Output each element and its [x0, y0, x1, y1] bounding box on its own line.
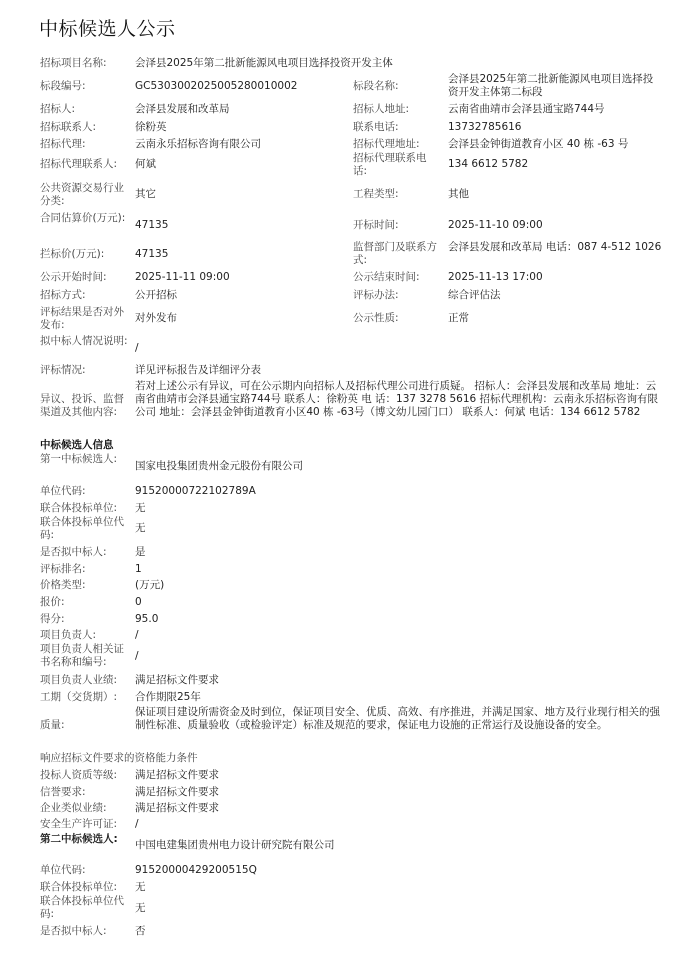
candidate1-is-winner-label: 是否拟中标人: — [40, 546, 107, 558]
candidate1-quality-label: 质量: — [40, 719, 65, 731]
industry-value: 其它 — [135, 188, 156, 200]
result-publish-label: 评标结果是否对外发布: — [40, 306, 124, 331]
evaluation-label: 评标情况: — [40, 364, 86, 376]
agency-phone-value: 134 6612 5782 — [448, 158, 529, 170]
section-code-value: GC5303002025005280010002 — [135, 80, 298, 92]
candidate2-code-value: 91520000429200515Q — [135, 864, 257, 876]
candidate2-consortium-code-value: 无 — [135, 902, 146, 914]
candidate1-bid-label: 报价: — [40, 596, 65, 608]
eval-method-value: 综合评估法 — [448, 289, 501, 301]
candidate1-rank-value: 1 — [135, 563, 142, 575]
candidate2-name-label: 第二中标候选人: — [40, 833, 118, 845]
contract-estimate-value: 47135 — [135, 219, 169, 231]
agency-address-label: 招标代理地址: — [353, 138, 420, 150]
candidate1-bid-value: 0 — [135, 596, 142, 608]
candidates-section-title: 中标候选人信息 — [40, 439, 114, 451]
candidate1-code-value: 91520000722102789A — [135, 485, 256, 497]
candidate1-similar-perf-value: 满足招标文件要求 — [135, 802, 219, 814]
publicity-start-value: 2025-11-11 09:00 — [135, 271, 230, 283]
winner-note-label: 拟中标人情况说明: — [40, 335, 128, 347]
tenderer-label: 招标人: — [40, 103, 76, 115]
ceiling-price-label: 拦标价(万元): — [40, 248, 105, 260]
candidate1-name-label: 第一中标候选人: — [40, 453, 118, 465]
publicity-nature-label: 公示性质: — [353, 312, 399, 324]
evaluation-value: 详见评标报告及详细评分表 — [135, 364, 261, 376]
candidate1-price-type-label: 价格类型: — [40, 579, 86, 591]
page-title: 中标候选人公示 — [39, 18, 176, 40]
candidate1-score-value: 95.0 — [135, 613, 159, 625]
tenderer-value: 会泽县发展和改革局 — [135, 103, 230, 115]
candidate1-credit-label: 信誉要求: — [40, 786, 86, 798]
tenderer-phone-value: 13732785616 — [448, 121, 522, 133]
candidate1-consortium-code-label: 联合体投标单位代码: — [40, 516, 124, 541]
agency-contact-label: 招标代理联系人: — [40, 158, 118, 170]
agency-value: 云南永乐招标咨询有限公司 — [135, 138, 261, 150]
candidate1-code-label: 单位代码: — [40, 485, 86, 497]
candidate1-period-label: 工期（交货期）: — [40, 691, 118, 703]
candidate2-name-value: 中国电建集团贵州电力设计研究院有限公司 — [135, 839, 335, 851]
candidate1-credit-value: 满足招标文件要求 — [135, 786, 219, 798]
agency-contact-value: 何斌 — [135, 158, 156, 170]
publicity-end-value: 2025-11-13 17:00 — [448, 271, 543, 283]
candidate1-name-value: 国家电投集团贵州金元股份有限公司 — [135, 460, 303, 472]
agency-phone-label: 招标代理联系电话: — [353, 152, 427, 177]
candidate2-consortium-code-label: 联合体投标单位代码: — [40, 895, 124, 920]
objection-value: 若对上述公示有异议，可在公示期内向招标人及招标代理公司进行质疑。 招标人：会泽县发展和改革局 地址：云南省曲靖市会泽县通宝路744号 联系人：徐粉英 电 话：137 3278 5616 招标代理机构：云南永乐招标咨询有限公司 地址：会泽县金钟街道教育小区40 栋 -63号（博文幼儿园门口） 联系人：何斌 电话：134 6612 5782 — [135, 380, 659, 418]
candidate1-qual-level-value: 满足招标文件要求 — [135, 769, 219, 781]
supervisor-value: 会泽县发展和改革局 电话：087 4-512 1026 — [448, 241, 662, 253]
candidate1-price-type-value: (万元) — [135, 579, 165, 591]
tenderer-contact-value: 徐粉英 — [135, 121, 167, 133]
supervisor-label: 监督部门及联系方式: — [353, 241, 437, 266]
bid-open-time-label: 开标时间: — [353, 219, 399, 231]
candidate1-is-winner-value: 是 — [135, 546, 146, 558]
project-name-value: 会泽县2025年第二批新能源风电项目选择投资开发主体 — [135, 57, 393, 69]
project-name-label: 招标项目名称: — [40, 57, 107, 69]
candidate1-manager-perf-label: 项目负责人业绩: — [40, 674, 118, 686]
candidate1-cert-label: 项目负责人相关证书名称和编号: — [40, 643, 124, 668]
tenderer-address-value: 云南省曲靖市会泽县通宝路744号 — [448, 103, 605, 115]
winner-note-value: / — [135, 342, 139, 354]
candidate1-safety-license-value: / — [135, 818, 139, 830]
candidate1-manager-label: 项目负责人: — [40, 629, 97, 641]
candidate1-score-label: 得分: — [40, 613, 65, 625]
candidate1-manager-perf-value: 满足招标文件要求 — [135, 674, 219, 686]
tenderer-contact-label: 招标联系人: — [40, 121, 97, 133]
ceiling-price-value: 47135 — [135, 248, 169, 260]
tenderer-phone-label: 联系电话: — [353, 121, 399, 133]
candidate1-similar-perf-label: 企业类似业绩: — [40, 802, 107, 814]
candidate1-safety-license-label: 安全生产许可证: — [40, 818, 118, 830]
bid-open-time-value: 2025-11-10 09:00 — [448, 219, 543, 231]
publicity-start-label: 公示开始时间: — [40, 271, 107, 283]
tenderer-address-label: 招标人地址: — [353, 103, 410, 115]
project-type-value: 其他 — [448, 188, 469, 200]
candidate1-period-value: 合作期限25年 — [135, 691, 201, 703]
tender-method-value: 公开招标 — [135, 289, 177, 301]
tender-method-label: 招标方式: — [40, 289, 86, 301]
candidate1-consortium-label: 联合体投标单位: — [40, 502, 118, 514]
candidate2-consortium-value: 无 — [135, 881, 146, 893]
candidate1-consortium-code-value: 无 — [135, 522, 146, 534]
section-code-label: 标段编号: — [40, 80, 86, 92]
industry-label: 公共资源交易行业分类: — [40, 182, 124, 207]
candidate2-consortium-label: 联合体投标单位: — [40, 881, 118, 893]
candidate1-manager-value: / — [135, 629, 139, 641]
candidate1-qual-level-label: 投标人资质等级: — [40, 769, 118, 781]
qualification-title: 响应招标文件要求的资格能力条件 — [40, 752, 198, 764]
contract-estimate-label: 合同估算价(万元): — [40, 212, 126, 224]
objection-label: 异议、投诉、监督渠道及其他内容: — [40, 393, 124, 418]
agency-label: 招标代理: — [40, 138, 86, 150]
eval-method-label: 评标办法: — [353, 289, 399, 301]
candidate1-rank-label: 评标排名: — [40, 563, 86, 575]
publicity-nature-value: 正常 — [448, 312, 469, 324]
candidate1-quality-value: 保证项目建设所需资金及时到位，保证项目安全、优质、高效、有序推进，并满足国家、地方及行业现行相关的强制性标准、质量验收（或检验评定）标准及规范的要求，保证电力设施的正常运行及设施设备的安全。 — [135, 706, 660, 731]
agency-address-value: 会泽县金钟街道教育小区 40 栋 -63 号 — [448, 138, 629, 150]
publicity-end-label: 公示结束时间: — [353, 271, 420, 283]
section-name-value: 会泽县2025年第二批新能源风电项目选择投资开发主体第二标段 — [448, 73, 654, 98]
candidate2-code-label: 单位代码: — [40, 864, 86, 876]
project-type-label: 工程类型: — [353, 188, 399, 200]
candidate2-is-winner-value: 否 — [135, 925, 146, 937]
result-publish-value: 对外发布 — [135, 312, 177, 324]
candidate1-consortium-value: 无 — [135, 502, 146, 514]
candidate2-is-winner-label: 是否拟中标人: — [40, 925, 107, 937]
section-name-label: 标段名称: — [353, 80, 399, 92]
candidate1-cert-value: / — [135, 650, 139, 662]
